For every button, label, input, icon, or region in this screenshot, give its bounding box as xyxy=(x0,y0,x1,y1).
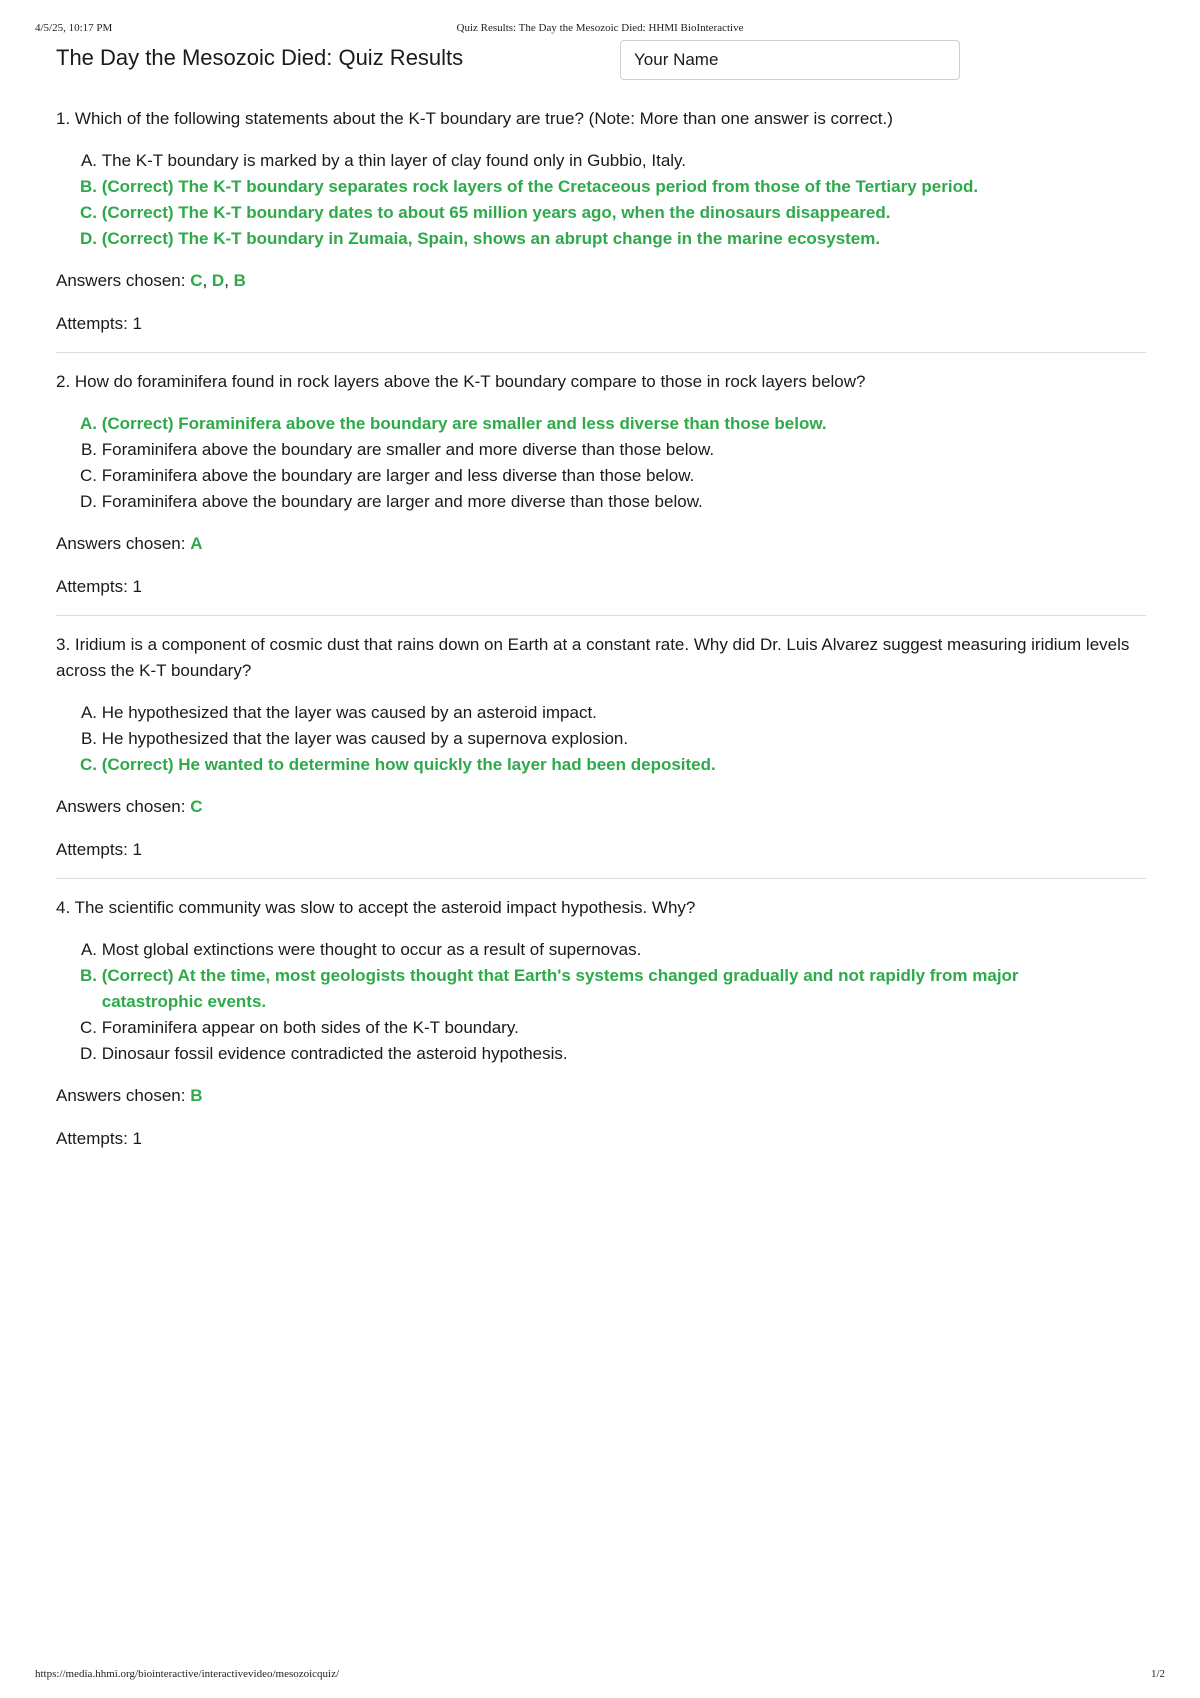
question-divider xyxy=(56,878,1146,879)
question-text: 2. How do foraminifera found in rock layers above the K-T boundary compare to those in rock layers below? xyxy=(56,372,866,391)
chosen-letter: C xyxy=(190,797,203,816)
answer-option-correct xyxy=(76,174,1146,200)
answer-option xyxy=(76,148,1146,174)
question-text: 3. Iridium is a component of cosmic dust that rains down on Earth at a constant rate. Why did Dr. Luis Alvarez suggest measuring iridium levels across the K-T boundary? xyxy=(56,635,1130,680)
answer-option xyxy=(76,726,1146,752)
answers-chosen xyxy=(56,268,1146,294)
attempts-label: Attempts: xyxy=(56,1129,128,1148)
attempts-label: Attempts: xyxy=(56,840,128,859)
answers-chosen-separator: , xyxy=(202,271,212,290)
answer-text: He hypothesized that the layer was caused by a supernova explosion. xyxy=(101,729,629,748)
name-input[interactable] xyxy=(620,40,960,80)
question-divider xyxy=(56,615,1146,616)
answers-chosen xyxy=(56,531,1146,557)
chosen-letter: C xyxy=(190,271,203,290)
answer-text: (Correct) At the time, most geologists thought that Earth's systems changed gradually and not rapidly from major catastrophic events. xyxy=(101,966,1019,1011)
chosen-letter: B xyxy=(190,1086,203,1105)
attempts xyxy=(56,574,1146,600)
attempts xyxy=(56,837,1146,863)
answer-text: (Correct) Foraminifera above the boundary are smaller and less diverse than those below. xyxy=(101,414,827,433)
question-text: 1. Which of the following statements about the K-T boundary are true? (Note: More than one answer is correct.) xyxy=(56,109,893,128)
answer-letter: A. xyxy=(80,703,97,722)
print-datetime: 4/5/25, 10:17 PM xyxy=(35,22,113,34)
answer-option xyxy=(76,937,1146,963)
question-block xyxy=(56,632,1146,863)
answer-letter: D. xyxy=(80,229,97,248)
answer-option xyxy=(76,1041,1146,1067)
answer-letter: B. xyxy=(80,729,97,748)
answer-letter: C. xyxy=(80,466,97,485)
answer-text: Dinosaur fossil evidence contradicted the asteroid hypothesis. xyxy=(101,1044,568,1063)
answer-option-correct xyxy=(76,963,1146,1015)
attempts-count: 1 xyxy=(132,1129,143,1148)
answer-letter: C. xyxy=(80,755,97,774)
answers-chosen-label: Answers chosen: xyxy=(56,797,186,816)
answer-option xyxy=(76,437,1146,463)
chosen-letter: D xyxy=(211,271,225,290)
answer-text: (Correct) The K-T boundary dates to about 65 million years ago, when the dinosaurs disappeared. xyxy=(101,203,891,222)
answers-chosen-label: Answers chosen: xyxy=(56,1086,186,1105)
answer-text: He hypothesized that the layer was caused by an asteroid impact. xyxy=(101,703,597,722)
answer-letter: B. xyxy=(80,966,97,985)
chosen-letter: A xyxy=(190,534,203,553)
answer-list xyxy=(56,700,1146,778)
attempts-count: 1 xyxy=(132,840,143,859)
attempts-count: 1 xyxy=(132,314,143,333)
question-block xyxy=(56,106,1146,337)
answer-letter: A. xyxy=(80,151,97,170)
answer-text: Foraminifera above the boundary are larger and more diverse than those below. xyxy=(101,492,703,511)
answer-text: (Correct) The K-T boundary in Zumaia, Spain, shows an abrupt change in the marine ecosystem. xyxy=(101,229,881,248)
answers-chosen-label: Answers chosen: xyxy=(56,271,186,290)
answer-option xyxy=(76,489,1146,515)
answer-option xyxy=(76,700,1146,726)
answer-letter: B. xyxy=(80,177,97,196)
answer-text: (Correct) The K-T boundary separates rock layers of the Cretaceous period from those of the Tertiary period. xyxy=(101,177,979,196)
answer-letter: D. xyxy=(80,1044,97,1063)
attempts-count: 1 xyxy=(132,577,143,596)
answers-chosen xyxy=(56,794,1146,820)
answer-list xyxy=(56,937,1146,1067)
question-divider xyxy=(56,352,1146,353)
answer-text: Most global extinctions were thought to occur as a result of supernovas. xyxy=(101,940,642,959)
answer-option-correct xyxy=(76,752,1146,778)
quiz-results xyxy=(56,106,1146,1152)
attempts-label: Attempts: xyxy=(56,577,128,596)
answers-chosen-separator: , xyxy=(224,271,234,290)
answer-list xyxy=(56,148,1146,252)
question-text: 4. The scientific community was slow to accept the asteroid impact hypothesis. Why? xyxy=(56,898,696,917)
answer-text: The K-T boundary is marked by a thin layer of clay found only in Gubbio, Italy. xyxy=(101,151,687,170)
answer-option xyxy=(76,1015,1146,1041)
print-url: https://media.hhmi.org/biointeractive/interactivevideo/mesozoicquiz/ xyxy=(35,1668,340,1680)
attempts xyxy=(56,1126,1146,1152)
answer-option-correct xyxy=(76,200,1146,226)
answer-letter: A. xyxy=(80,940,97,959)
answer-letter: D. xyxy=(80,492,97,511)
answer-text: Foraminifera above the boundary are larger and less diverse than those below. xyxy=(101,466,695,485)
answer-letter: A. xyxy=(80,414,97,433)
answer-letter: C. xyxy=(80,1018,97,1037)
print-page-title: Quiz Results: The Day the Mesozoic Died: HHMI BioInteractive xyxy=(456,22,744,34)
answer-option-correct xyxy=(76,226,1146,252)
print-footer xyxy=(35,1668,1165,1684)
question-block xyxy=(56,895,1146,1152)
answer-letter: C. xyxy=(80,203,97,222)
answer-text: (Correct) He wanted to determine how quickly the layer had been deposited. xyxy=(101,755,716,774)
answer-letter: B. xyxy=(80,440,97,459)
answer-text: Foraminifera appear on both sides of the K-T boundary. xyxy=(101,1018,519,1037)
page-number: 1/2 xyxy=(1150,1668,1165,1680)
answer-text: Foraminifera above the boundary are smaller and more diverse than those below. xyxy=(101,440,715,459)
attempts xyxy=(56,311,1146,337)
answers-chosen xyxy=(56,1083,1146,1109)
answers-chosen-label: Answers chosen: xyxy=(56,534,186,553)
answer-option xyxy=(76,463,1146,489)
question-block xyxy=(56,369,1146,600)
attempts-label: Attempts: xyxy=(56,314,128,333)
page-title: The Day the Mesozoic Died: Quiz Results xyxy=(56,45,464,70)
answer-list xyxy=(56,411,1146,515)
answer-option-correct xyxy=(76,411,1146,437)
chosen-letter: B xyxy=(233,271,246,290)
print-header xyxy=(35,22,1165,38)
